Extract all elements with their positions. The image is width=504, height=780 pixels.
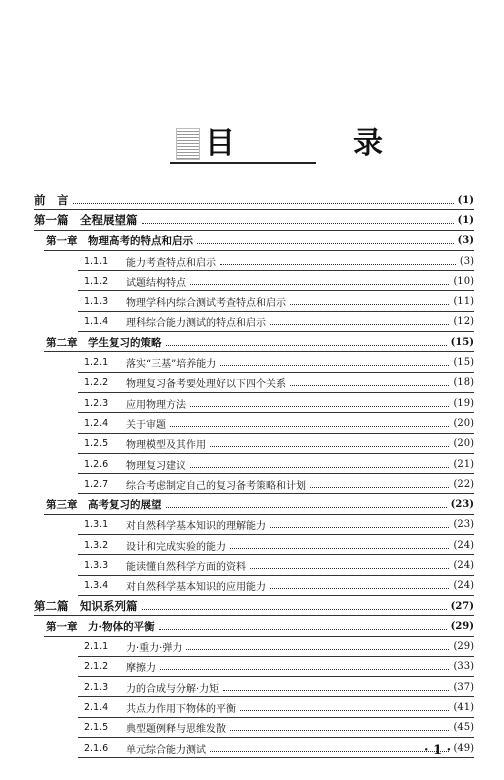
leader-dots bbox=[210, 751, 449, 752]
entry-title: 共点力作用下物体的平衡 bbox=[126, 704, 236, 716]
entry-page-number: (18) bbox=[453, 377, 474, 389]
section-number: 2.1.6 bbox=[84, 742, 109, 754]
section-number: 1.3.1 bbox=[84, 519, 109, 531]
leader-dots bbox=[160, 669, 449, 670]
leader-dots bbox=[270, 527, 449, 528]
leader-dots bbox=[270, 324, 449, 325]
toc-entry-section bbox=[34, 657, 474, 677]
leader-dots bbox=[142, 223, 454, 224]
entry-title: 落实“三基”培养能力 bbox=[126, 359, 217, 371]
entry-page-number: (12) bbox=[453, 316, 474, 328]
entry-title: 前 言 bbox=[34, 193, 69, 208]
section-number: 1.3.2 bbox=[84, 539, 109, 551]
entry-page-number: (15) bbox=[450, 336, 474, 348]
entry-title: 应用物理方法 bbox=[126, 399, 186, 411]
section-number: 1.2.1 bbox=[84, 357, 109, 369]
section-number: 2.1.3 bbox=[84, 681, 109, 693]
leader-dots bbox=[197, 243, 454, 244]
section-number: 1.1.1 bbox=[84, 255, 109, 267]
section-number: 1.3.3 bbox=[84, 559, 109, 571]
section-number: 1.2.7 bbox=[84, 478, 109, 490]
entry-page-number: (3) bbox=[457, 235, 474, 247]
leader-dots bbox=[220, 264, 456, 265]
section-number: 1.2.2 bbox=[84, 377, 109, 389]
entry-page-number: (24) bbox=[453, 559, 474, 571]
toc-entry-section bbox=[34, 637, 474, 657]
section-number: 1.1.4 bbox=[84, 316, 109, 328]
page-title: 目 录 bbox=[205, 126, 427, 161]
section-number: 1.3.4 bbox=[84, 580, 109, 592]
entry-page-number: (23) bbox=[450, 499, 474, 511]
entry-title: 单元综合能力测试 bbox=[126, 744, 206, 756]
entry-page-number: (27) bbox=[450, 600, 474, 612]
entry-page-number: (11) bbox=[453, 296, 474, 308]
entry-page-number: (3) bbox=[459, 255, 474, 267]
toc-entry-chapter bbox=[34, 231, 474, 251]
toc-entry-section bbox=[34, 718, 474, 738]
leader-dots bbox=[223, 690, 449, 691]
toc-entry-section bbox=[34, 576, 474, 596]
entry-page-number: (49) bbox=[453, 742, 474, 754]
page-number: · 1 · bbox=[424, 743, 452, 758]
entry-title: 第三章 高考复习的展望 bbox=[46, 499, 162, 512]
toc-entry-chapter bbox=[34, 616, 474, 636]
entry-title: 能读懂自然科学方面的资料 bbox=[126, 561, 246, 573]
entry-title: 试题结构特点 bbox=[126, 277, 186, 289]
entry-title: 能力考查特点和启示 bbox=[126, 257, 216, 269]
entry-page-number: (29) bbox=[453, 641, 474, 653]
leader-dots bbox=[210, 446, 449, 447]
leader-dots bbox=[142, 609, 447, 610]
leader-dots bbox=[166, 507, 447, 508]
toc-entry-section bbox=[34, 515, 474, 535]
entry-page-number: (15) bbox=[453, 357, 474, 369]
toc-entry-chapter bbox=[34, 332, 474, 352]
leader-dots bbox=[166, 345, 447, 346]
leader-dots bbox=[73, 203, 454, 204]
title-ornament bbox=[176, 128, 200, 160]
entry-title: 关于审题 bbox=[126, 419, 166, 431]
entry-page-number: (24) bbox=[453, 580, 474, 592]
entry-page-number: (29) bbox=[450, 620, 474, 632]
toc-entry-part bbox=[34, 596, 474, 616]
leader-dots bbox=[290, 304, 449, 305]
entry-title: 综合考虑制定自己的复习备考策略和计划 bbox=[126, 480, 306, 492]
toc-entry-section bbox=[34, 474, 474, 494]
entry-title: 第一章 力·物体的平衡 bbox=[46, 620, 155, 633]
entry-page-number: (24) bbox=[453, 539, 474, 551]
entry-page-number: (19) bbox=[453, 397, 474, 409]
leader-dots bbox=[310, 487, 449, 488]
entry-title: 对自然科学基本知识的理解能力 bbox=[126, 521, 266, 533]
leader-dots bbox=[270, 588, 449, 589]
entry-page-number: (10) bbox=[453, 275, 474, 287]
entry-title: 摩擦力 bbox=[126, 663, 156, 675]
leader-dots bbox=[190, 284, 449, 285]
entry-page-number: (20) bbox=[453, 417, 474, 429]
toc-entry-section bbox=[34, 251, 474, 271]
entry-page-number: (45) bbox=[453, 722, 474, 734]
entry-page-number: (1) bbox=[457, 214, 474, 226]
toc-entry-section bbox=[34, 454, 474, 474]
table-of-contents bbox=[34, 190, 474, 758]
section-number: 2.1.1 bbox=[84, 641, 109, 653]
entry-title: 第一章 物理高考的特点和启示 bbox=[46, 235, 193, 248]
section-number: 1.2.6 bbox=[84, 458, 109, 470]
toc-entry-part bbox=[34, 190, 474, 210]
section-number: 1.2.3 bbox=[84, 397, 109, 409]
entry-title: 对自然科学基本知识的应用能力 bbox=[126, 582, 266, 594]
leader-dots bbox=[250, 568, 449, 569]
entry-title: 第二篇 知识系列篇 bbox=[34, 599, 138, 614]
entry-title: 典型题例释与思维发散 bbox=[126, 724, 226, 736]
toc-entry-section bbox=[34, 677, 474, 697]
entry-page-number: (41) bbox=[453, 702, 474, 714]
section-number: 2.1.2 bbox=[84, 661, 109, 673]
entry-page-number: (21) bbox=[453, 458, 474, 470]
entry-title: 物理复习备考要处理好以下四个关系 bbox=[126, 379, 286, 391]
toc-entry-section bbox=[34, 352, 474, 372]
entry-page-number: (23) bbox=[453, 519, 474, 531]
entry-title: 力的合成与分解·力矩 bbox=[126, 683, 220, 695]
toc-entry-part bbox=[34, 210, 474, 230]
entry-title: 第二章 学生复习的策略 bbox=[46, 336, 162, 349]
entry-page-number: (33) bbox=[453, 661, 474, 673]
title-underline bbox=[170, 162, 316, 164]
entry-title: 物理模型及其作用 bbox=[126, 440, 206, 452]
leader-dots bbox=[170, 426, 449, 427]
section-number: 1.2.4 bbox=[84, 417, 109, 429]
entry-title: 力·重力·弹力 bbox=[126, 643, 183, 655]
section-number: 2.1.4 bbox=[84, 702, 109, 714]
toc-entry-section bbox=[34, 271, 474, 291]
leader-dots bbox=[190, 406, 449, 407]
section-number: 1.1.2 bbox=[84, 275, 109, 287]
entry-page-number: (22) bbox=[453, 478, 474, 490]
toc-entry-section bbox=[34, 413, 474, 433]
entry-page-number: (20) bbox=[453, 438, 474, 450]
section-number: 1.1.3 bbox=[84, 296, 109, 308]
section-number: 2.1.5 bbox=[84, 722, 109, 734]
toc-entry-section bbox=[34, 291, 474, 311]
leader-dots bbox=[220, 365, 449, 366]
toc-entry-section bbox=[34, 373, 474, 393]
section-number: 1.2.5 bbox=[84, 438, 109, 450]
entry-title: 物理复习建议 bbox=[126, 460, 186, 472]
toc-entry-section bbox=[34, 312, 474, 332]
leader-dots bbox=[186, 649, 449, 650]
toc-entry-section bbox=[34, 434, 474, 454]
toc-entry-section bbox=[34, 555, 474, 575]
leader-dots bbox=[290, 385, 449, 386]
toc-entry-section bbox=[34, 697, 474, 717]
row-divider bbox=[78, 757, 474, 758]
entry-title: 物理学科内综合测试考查特点和启示 bbox=[126, 298, 286, 310]
leader-dots bbox=[240, 710, 449, 711]
entry-page-number: (37) bbox=[453, 681, 474, 693]
title-block bbox=[0, 118, 504, 161]
entry-title: 第一篇 全程展望篇 bbox=[34, 213, 138, 228]
toc-entry-chapter bbox=[34, 494, 474, 514]
leader-dots bbox=[190, 467, 449, 468]
entry-page-number: (1) bbox=[457, 194, 474, 206]
entry-title: 理科综合能力测试的特点和启示 bbox=[126, 318, 266, 330]
leader-dots bbox=[230, 730, 449, 731]
leader-dots bbox=[159, 629, 447, 630]
leader-dots bbox=[230, 548, 449, 549]
entry-title: 设计和完成实验的能力 bbox=[126, 541, 226, 553]
toc-entry-section bbox=[34, 535, 474, 555]
toc-entry-section bbox=[34, 393, 474, 413]
toc-entry-section bbox=[34, 738, 474, 758]
